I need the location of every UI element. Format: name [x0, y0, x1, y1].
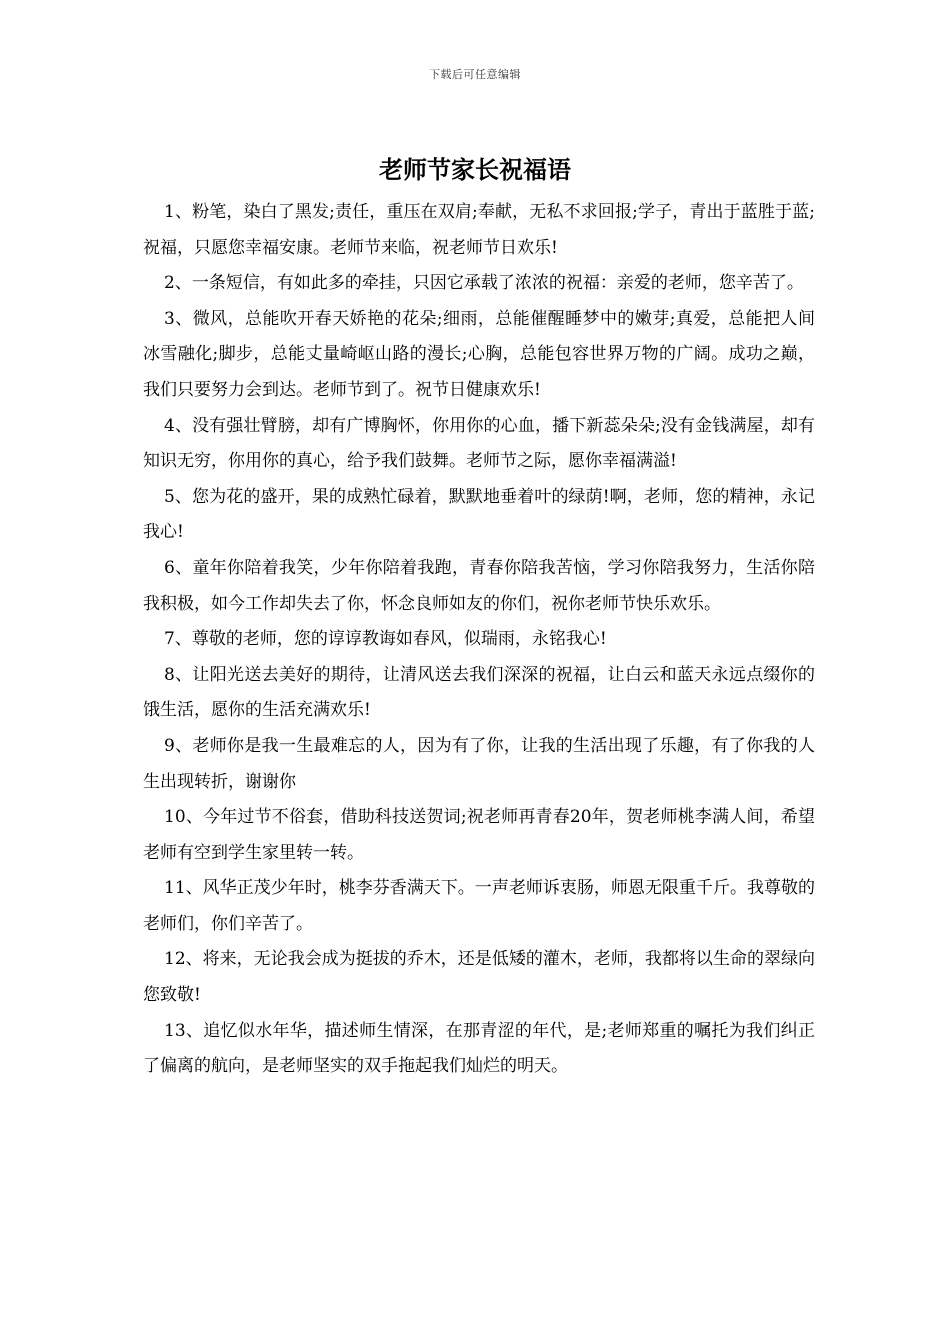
document-title: 老师节家长祝福语	[379, 155, 571, 184]
paragraph-9: 9、老师你是我一生最难忘的人，因为有了你，让我的生活出现了乐趣，有了你我的人生出现转折，谢谢你	[143, 735, 815, 792]
paragraph-5: 5、您为花的盛开，果的成熟忙碌着，默默地垂着叶的绿荫!啊，老师，您的精神，永记我心!	[143, 486, 815, 543]
paragraph-13: 13、追忆似水年华，描述师生情深，在那青涩的年代，是;老师郑重的嘱托为我们纠正了偏离的航向，是老师坚实的双手拖起我们灿烂的明天。	[143, 1020, 815, 1077]
paragraph-2: 2、一条短信，有如此多的牵挂，只因它承载了浓浓的祝福：亲爱的老师，您辛苦了。	[164, 273, 804, 294]
paragraph-12: 12、将来，无论我会成为挺拔的乔木，还是低矮的灌木，老师，我都将以生命的翠绿向您致敬!	[143, 949, 815, 1006]
paragraph-6: 6、童年你陪着我笑，少年你陪着我跑，青春你陪我苦恼，学习你陪我努力，生活你陪我积极，如今工作却失去了你，怀念良师如友的你们，祝你老师节快乐欢乐。	[143, 557, 815, 614]
document-body	[143, 195, 815, 1085]
header-note: 下载后可任意编辑	[429, 68, 521, 81]
paragraph-8: 8、让阳光送去美好的期待，让清风送去我们深深的祝福，让白云和蓝天永远点缀你的饿生活，愿你的生活充满欢乐!	[143, 664, 815, 721]
paragraph-4: 4、没有强壮臂膀，却有广博胸怀，你用你的心血，播下新蕊朵朵;没有金钱满屋，却有知识无穷，你用你的真心，给予我们鼓舞。老师节之际，愿你幸福满溢!	[143, 415, 815, 472]
paragraph-7: 7、尊敬的老师，您的谆谆教诲如春风，似瑞雨，永铭我心!	[164, 629, 607, 650]
paragraph-3: 3、微风，总能吹开春天娇艳的花朵;细雨，总能催醒睡梦中的嫩芽;真爱，总能把人间冰雪融化;脚步，总能丈量崎岖山路的漫长;心胸，总能包容世界万物的广阔。成功之巅，我们只要努力会到达。老师节到了。祝节日健康欢乐!	[143, 308, 815, 400]
paragraph-1: 1、粉笔，染白了黑发;责任，重压在双肩;奉献，无私不求回报;学子，青出于蓝胜于蓝;祝福，只愿您幸福安康。老师节来临，祝老师节日欢乐!	[143, 202, 815, 258]
paragraph-10: 10、今年过节不俗套，借助科技送贺词;祝老师再青春20年，贺老师桃李满人间，希望老师有空到学生家里转一转。	[143, 807, 815, 863]
paragraph-11: 11、风华正茂少年时，桃李芬香满天下。一声老师诉衷肠，师恩无限重千斤。我尊敬的老师们，你们辛苦了。	[143, 878, 815, 934]
